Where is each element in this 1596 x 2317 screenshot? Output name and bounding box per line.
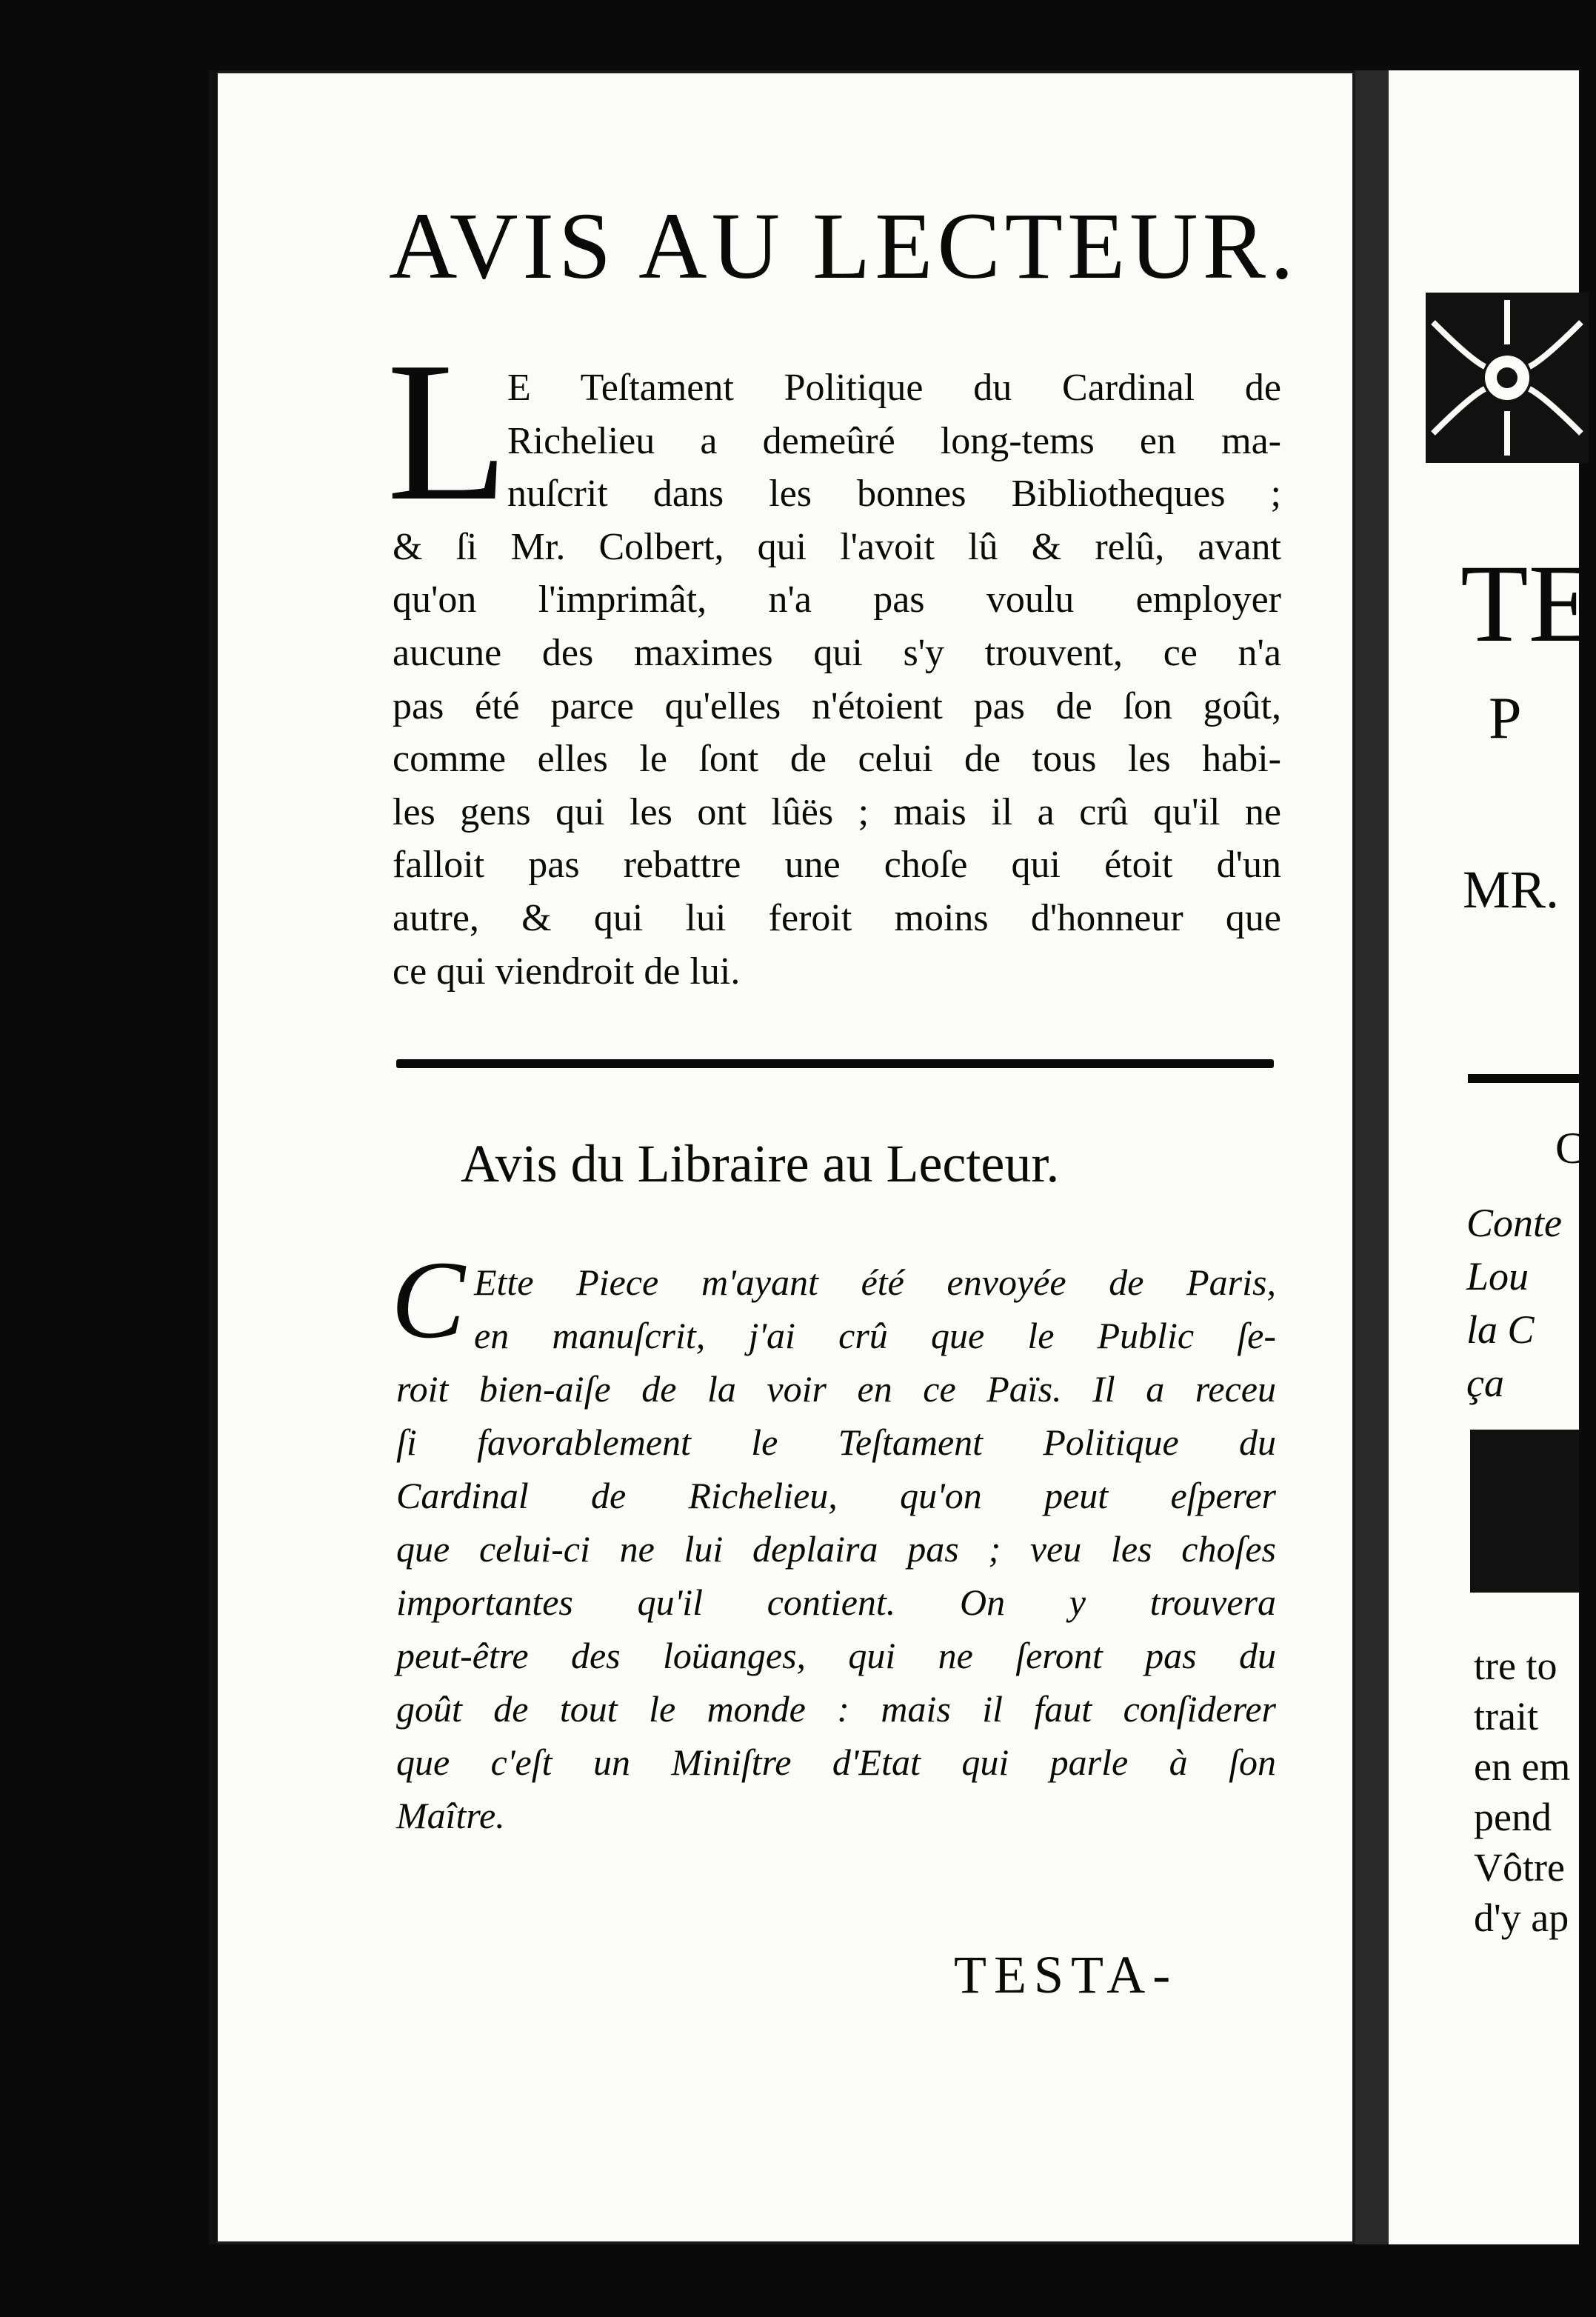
right-italic-line: Lou [1466, 1254, 1529, 1298]
right-subtitle-fragment: P [1489, 686, 1522, 751]
paragraph-line: Ette Piece m'ayant été envoyée de Paris, [474, 1261, 1276, 1303]
right-body-line: en em [1474, 1744, 1571, 1789]
right-divider [1468, 1074, 1579, 1083]
right-body-line: pend [1474, 1795, 1552, 1839]
paragraph-line: Richelieu a demeûré long-tems en ma- [507, 419, 1281, 462]
paragraph-line: nuſcrit dans les bonnes Bibliotheques ; [507, 473, 1281, 516]
paragraph-line: que celui-ci ne lui deplaira pas ; veu les choſes [396, 1528, 1276, 1570]
right-mr-fragment: MR. [1463, 860, 1560, 919]
paragraph-line: aucune des maximes qui s'y trouvent, ce n'a [393, 631, 1281, 674]
paragraph-line: Maître. [396, 1795, 505, 1836]
right-italic-line: Conte [1466, 1201, 1562, 1245]
paragraph-line: Cardinal de Richelieu, qu'on peut eſperer [396, 1475, 1276, 1516]
paragraph-line: ſi favorablement le Teſtament Politique du [396, 1421, 1276, 1463]
right-body-line: trait [1474, 1694, 1538, 1738]
paragraph-line: que c'eſt un Miniſtre d'Etat qui parle à ſon [396, 1741, 1276, 1783]
paragraph-line: peut-être des loüanges, qui ne ſeront pas du [396, 1635, 1276, 1676]
drop-cap-c: C [391, 1238, 466, 1361]
gutter-shadow [1355, 70, 1389, 2244]
paragraph-line: comme elles le ſont de celui de tous les habi- [393, 738, 1281, 781]
page-heading: AVIS AU LECTEUR. [389, 193, 1298, 299]
paragraph-line: & ſi Mr. Colbert, qui l'avoit lû & relû, avant [393, 525, 1281, 568]
paragraph-line: roit bien-aiſe de la voir en ce Païs. Il a receu [396, 1368, 1276, 1410]
paragraph-line: qu'on l'imprimât, n'a pas voulu employer [393, 579, 1281, 621]
section-divider [396, 1059, 1274, 1068]
right-italic-line: la C [1466, 1307, 1535, 1352]
right-italic-line: ça [1466, 1361, 1504, 1405]
right-body-line: tre to [1474, 1644, 1557, 1688]
left-page-border [209, 70, 218, 2244]
right-body-line: d'y ap [1474, 1896, 1569, 1940]
paragraph-line: en manuſcrit, j'ai crû que le Public ſe- [474, 1315, 1276, 1356]
drop-cap-l: L [387, 321, 509, 542]
avis-paragraph [393, 361, 1281, 998]
paragraph-line: importantes qu'il contient. On y trouvera [396, 1581, 1276, 1623]
section-heading: Avis du Libraire au Lecteur. [461, 1134, 1060, 1193]
paragraph-line: goût de tout le monde : mais il faut conſiderer [396, 1688, 1276, 1730]
libraire-paragraph [396, 1256, 1276, 1842]
paragraph-line: E Teſtament Politique du Cardinal de [507, 367, 1281, 409]
right-title-fragment: TE [1460, 542, 1596, 665]
paragraph-line: falloit pas rebattre une choſe qui étoit d'un [393, 844, 1281, 887]
paragraph-line: les gens qui les ont lûës ; mais il a crû qu'il ne [393, 790, 1281, 833]
right-italic-block [1466, 1196, 1562, 1410]
catchword: TESTA- [954, 1945, 1178, 2004]
right-body-line: Vôtre [1474, 1845, 1565, 1890]
right-c-fragment: C [1555, 1124, 1586, 1173]
floral-ornament-icon [1426, 293, 1589, 463]
paragraph-line: autre, & qui lui feroit moins d'honneur que [393, 896, 1281, 939]
paragraph-line: ce qui viendroit de lui. [393, 950, 741, 993]
paragraph-line: pas été parce qu'elles n'étoient pas de ſon goût, [393, 684, 1281, 727]
right-body-block [1474, 1641, 1570, 1943]
decorated-initial-icon [1470, 1430, 1579, 1593]
